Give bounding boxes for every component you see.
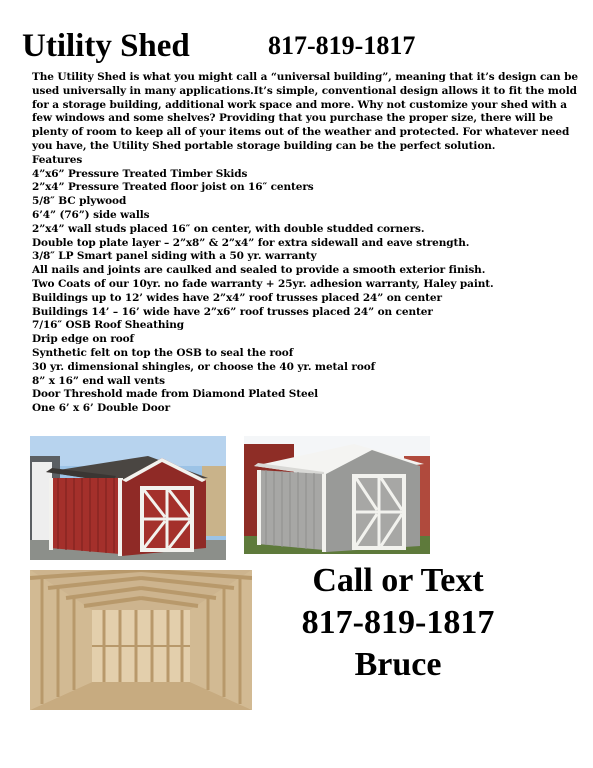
page-title: Utility Shed: [22, 28, 190, 64]
call-or-text-callout: [262, 560, 534, 686]
header: [22, 22, 582, 70]
feature-item: Door Threshold made from Diamond Plated Steel: [32, 388, 319, 401]
feature-item: 2”x4” wall studs placed 16″ on center, with double studded corners.: [32, 222, 425, 235]
callout-contact-name: Bruce: [354, 646, 442, 683]
feature-item: 6’4” (76”) side walls: [32, 208, 150, 221]
feature-item: Double top plate layer – 2”x8” & 2”x4” for extra sidewall and eave strength.: [32, 236, 470, 249]
feature-item: 2”x4” Pressure Treated floor joist on 16″ centers: [32, 181, 314, 194]
feature-item: Buildings 14’ – 16’ wide have 2”x6” roof trusses placed 24” on center: [32, 305, 433, 318]
description-paragraph: The Utility Shed is what you might call a “universal building”, meaning that it’s design can be used universally in many applications.It’s simple, conventional design allows it to fit the mold for a storage building, additional work space and more. Why not customize your shed with a few windows and some shelves? Providing that you purchase the proper size, there will be plenty of room to keep all of your items out of the weather and protected. For whatever need you have, the Utility Shed portable storage building can be the perfect solution.: [32, 71, 578, 152]
feature-item: Drip edge on roof: [32, 333, 134, 346]
feature-item: Buildings up to 12’ wides have 2”x4” roof trusses placed 24” on center: [32, 291, 442, 304]
feature-item: 3/8″ LP Smart panel siding with a 50 yr. warranty: [32, 250, 317, 263]
feature-item: 4”x6” Pressure Treated Timber Skids: [32, 167, 248, 180]
callout-heading: Call or Text: [312, 562, 484, 599]
header-phone-number: 817-819-1817: [268, 31, 416, 60]
features-list: [32, 168, 580, 416]
features-heading: Features: [32, 153, 83, 166]
feature-item: Two Coats of our 10yr. no fade warranty + 25yr. adhesion warranty, Haley paint.: [32, 277, 494, 290]
feature-item: 5/8″ BC plywood: [32, 195, 127, 208]
feature-item: 30 yr. dimensional shingles, or choose the 40 yr. metal roof: [32, 360, 376, 373]
feature-item: Synthetic felt on top the OSB to seal the roof: [32, 346, 294, 359]
feature-item: All nails and joints are caulked and sealed to provide a smooth exterior finish.: [32, 264, 486, 277]
gray-shed-photo: [244, 436, 430, 554]
shed-interior-photo: [30, 570, 252, 710]
feature-item: One 6’ x 6’ Double Door: [32, 402, 171, 415]
feature-item: 8” x 16” end wall vents: [32, 374, 165, 387]
content-text: [32, 71, 580, 416]
red-shed-photo: [30, 436, 226, 560]
callout-phone-number: 817-819-1817: [301, 604, 495, 641]
feature-item: 7/16″ OSB Roof Sheathing: [32, 319, 185, 332]
